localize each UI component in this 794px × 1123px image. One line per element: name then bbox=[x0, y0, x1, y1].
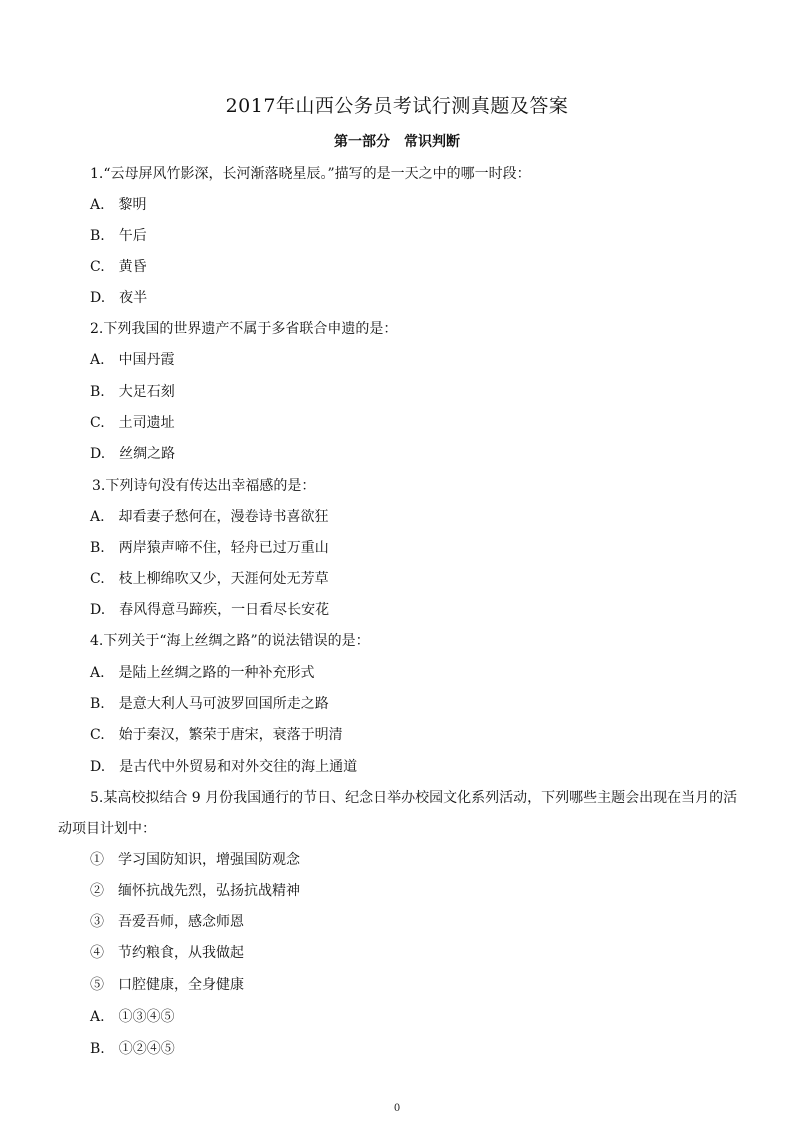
question-5-item-1: ① 学习国防知识，增强国防观念 bbox=[90, 852, 300, 868]
question-1-option-c: C. 黄昏 bbox=[90, 259, 147, 275]
question-4-option-d: D. 是古代中外贸易和对外交往的海上通道 bbox=[90, 759, 358, 775]
question-3-stem: 3.下列诗句没有传达出幸福感的是： bbox=[92, 478, 316, 494]
question-5-item-3: ③ 吾爱吾师，感念师恩 bbox=[90, 914, 244, 930]
question-5-option-b: B. ①②④⑤ bbox=[90, 1041, 175, 1057]
page-number: 0 bbox=[393, 1103, 401, 1114]
section-heading: 第一部分 常识判断 bbox=[334, 134, 460, 150]
question-1-option-b: B. 午后 bbox=[90, 228, 147, 244]
question-3-option-c: C. 枝上柳绵吹又少，天涯何处无芳草 bbox=[90, 571, 329, 587]
question-1-option-a: A. 黎明 bbox=[90, 197, 147, 213]
question-5-item-4: ④ 节约粮食，从我做起 bbox=[90, 945, 244, 961]
question-5-option-a: A. ①③④⑤ bbox=[90, 1009, 175, 1025]
question-2-stem: 2.下列我国的世界遗产不属于多省联合申遗的是： bbox=[90, 321, 398, 337]
question-4-option-c: C. 始于秦汉，繁荣于唐宋，衰落于明清 bbox=[90, 727, 343, 743]
question-5-item-2: ② 缅怀抗战先烈，弘扬抗战精神 bbox=[90, 883, 300, 899]
question-2-option-c: C. 土司遗址 bbox=[90, 415, 175, 431]
question-5-item-5: ⑤ 口腔健康，全身健康 bbox=[90, 977, 244, 993]
question-2-option-a: A. 中国丹霞 bbox=[90, 352, 175, 368]
question-5-stem-line-1: 5.某高校拟结合 9 月份我国通行的节日、纪念日举办校园文化系列活动，下列哪些主题会出现在当月的活 bbox=[90, 790, 738, 806]
question-2-option-d: D. 丝绸之路 bbox=[90, 446, 176, 462]
question-4-option-b: B. 是意大利人马可波罗回国所走之路 bbox=[90, 696, 329, 712]
question-5-stem-line-2: 动项目计划中： bbox=[58, 821, 156, 837]
question-3-option-d: D. 春风得意马蹄疾，一日看尽长安花 bbox=[90, 602, 330, 618]
question-4-stem: 4.下列关于“海上丝绸之路”的说法错误的是： bbox=[90, 633, 370, 649]
question-1-stem: 1.“云母屏风竹影深，长河渐落晓星辰。”描写的是一天之中的哪一时段： bbox=[90, 166, 531, 182]
question-3-option-a: A. 却看妻子愁何在，漫卷诗书喜欲狂 bbox=[90, 509, 329, 525]
document-title: 2017年山西公务员考试行测真题及答案 bbox=[225, 95, 569, 117]
question-1-option-d: D. 夜半 bbox=[90, 290, 148, 306]
question-4-option-a: A. 是陆上丝绸之路的一种补充形式 bbox=[90, 665, 315, 681]
question-3-option-b: B. 两岸猿声啼不住，轻舟已过万重山 bbox=[90, 540, 329, 556]
question-2-option-b: B. 大足石刻 bbox=[90, 384, 175, 400]
